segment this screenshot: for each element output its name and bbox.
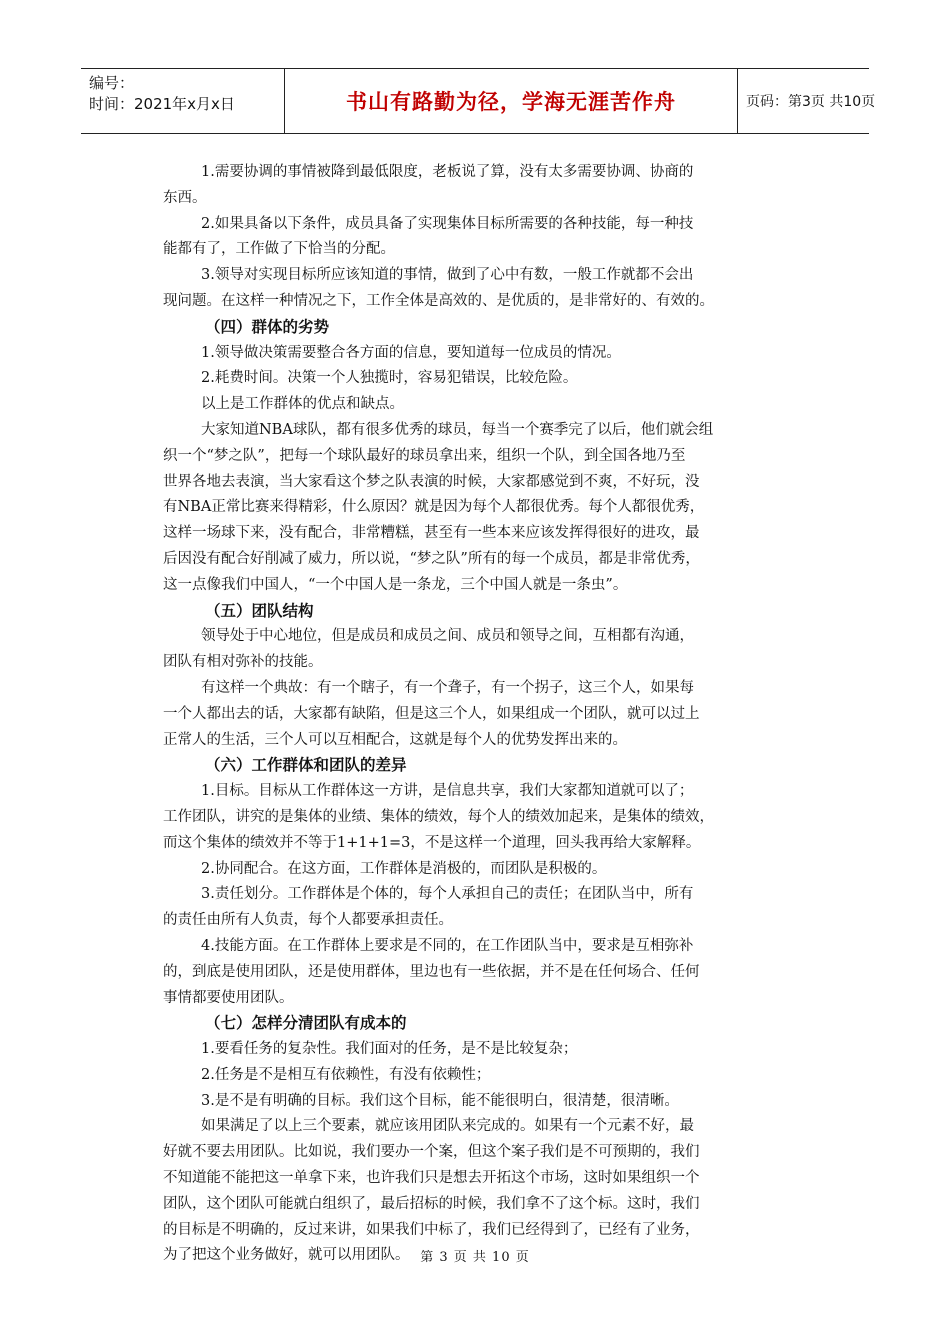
page-header bbox=[81, 68, 876, 134]
document-body bbox=[163, 160, 793, 1269]
body-text-line: 这样一场球下来，没有配合，非常糟糕，甚至有一些本来应该发挥得很好的进攻，最 bbox=[163, 525, 700, 542]
body-text-line: 不知道能不能把这一单拿下来，也许我们只是想去开拓这个市场，这时如果组织一个 bbox=[163, 1170, 700, 1187]
section-heading: （七）怎样分清团队有成本的 bbox=[205, 1014, 407, 1033]
body-text-line: 如果满足了以上三个要素，就应该用团队来完成的。如果有一个元素不好，最 bbox=[201, 1118, 694, 1135]
body-text-line: 为了把这个业务做好，就可以用团队。 bbox=[163, 1247, 410, 1264]
body-text-line: 团队有相对弥补的技能。 bbox=[163, 654, 323, 671]
body-text-line: 一个人都出去的话，大家都有缺陷，但是这三个人，如果组成一个团队，就可以过上 bbox=[163, 705, 700, 722]
body-text-line: 能都有了，工作做了下恰当的分配。 bbox=[163, 241, 395, 258]
body-text-line: 2.协同配合。在这方面，工作群体是消极的，而团队是积极的。 bbox=[201, 860, 607, 877]
body-text-line: 1.目标。目标从工作群体这一方讲，是信息共享，我们大家都知道就可以了； bbox=[201, 783, 694, 800]
body-text-line: 有这样一个典故：有一个瞎子，有一个聋子，有一个拐子，这三个人，如果每 bbox=[201, 679, 694, 696]
header-meta bbox=[81, 69, 284, 133]
body-text-line: 1.要看任务的复杂性。我们面对的任务，是不是比较复杂； bbox=[201, 1041, 578, 1058]
body-text-line: 1.领导做决策需要整合各方面的信息，要知道每一位成员的情况。 bbox=[201, 344, 621, 361]
body-text-line: 以上是工作群体的优点和缺点。 bbox=[201, 396, 404, 413]
body-text-line: 2.如果具备以下条件，成员具备了实现集体目标所需要的各种技能，每一种技 bbox=[201, 215, 694, 232]
body-text-line: 2.耗费时间。决策一个人独揽时，容易犯错误，比较危险。 bbox=[201, 370, 578, 387]
body-text-line: 世界各地去表演，当大家看这个梦之队表演的时候，大家都感觉到不爽，不好玩，没 bbox=[163, 473, 700, 490]
body-text-line: 的责任由所有人负责，每个人都要承担责任。 bbox=[163, 912, 453, 929]
header-page-info: 页码：第3页 共10页 bbox=[746, 94, 876, 110]
body-text-line: 后因没有配合好削减了威力，所以说，“梦之队”所有的每一个成员，都是非常优秀， bbox=[163, 550, 700, 567]
body-text-line: 3.责任划分。工作群体是个体的，每个人承担自己的责任；在团队当中，所有 bbox=[201, 886, 694, 903]
body-text-line: 这一点像我们中国人，“一个中国人是一条龙，三个中国人就是一条虫”。 bbox=[163, 576, 628, 593]
body-text-line: 4.技能方面。在工作群体上要求是不同的，在工作团队当中，要求是互相弥补 bbox=[201, 937, 694, 954]
body-text-line: 的，到底是使用团队，还是使用群体，里边也有一些依据，并不是在任何场合、任何 bbox=[163, 963, 700, 980]
body-text-line: 3.领导对实现目标所应该知道的事情，做到了心中有数，一般工作就都不会出 bbox=[201, 267, 694, 284]
body-text-line: 织一个“梦之队”，把每一个球队最好的球员拿出来，组织一个队，到全国各地乃至 bbox=[163, 447, 686, 464]
section-heading: （四）群体的劣势 bbox=[205, 317, 330, 336]
body-text-line: 的目标是不明确的，反过来讲，如果我们中标了，我们已经得到了，已经有了业务， bbox=[163, 1221, 700, 1238]
body-text-line: 3.是不是有明确的目标。我们这个目标，能不能很明白，很清楚，很清晰。 bbox=[201, 1092, 679, 1109]
body-text-line: 大家知道NBA球队，都有很多优秀的球员，每当一个赛季完了以后，他们就会组 bbox=[201, 421, 714, 438]
section-heading: （五）团队结构 bbox=[205, 601, 314, 620]
document-number-label: 编号： bbox=[89, 74, 135, 92]
document-date: 时间：2021年x月x日 bbox=[89, 95, 235, 113]
body-text-line: 工作团队，讲究的是集体的业绩、集体的绩效，每个人的绩效加起来，是集体的绩效， bbox=[163, 808, 714, 825]
body-text-line: 2.任务是不是相互有依赖性，有没有依赖性； bbox=[201, 1066, 491, 1083]
body-text-line: 团队，这个团队可能就白组织了，最后招标的时候，我们拿不了这个标。这时，我们 bbox=[163, 1195, 700, 1212]
body-text-line: 1.需要协调的事情被降到最低限度，老板说了算，没有太多需要协调、协商的 bbox=[201, 164, 694, 180]
section-heading: （六）工作群体和团队的差异 bbox=[205, 756, 407, 775]
body-text-line: 正常人的生活，三个人可以互相配合，这就是每个人的优势发挥出来的。 bbox=[163, 731, 627, 748]
body-text-line: 现问题。在这样一种情况之下，工作全体是高效的、是优质的，是非常好的、有效的。 bbox=[163, 292, 714, 309]
page-footer: 第 3 页 共 10 页 bbox=[420, 1250, 530, 1265]
body-text-line: 有NBA正常比赛来得精彩，什么原因？就是因为每个人都很优秀。每个人都很优秀， bbox=[163, 499, 705, 516]
header-motto: 书山有路勤为径，学海无涯苦作舟 bbox=[346, 90, 676, 114]
body-text-line: 事情都要使用团队。 bbox=[163, 989, 294, 1006]
body-text-line: 东西。 bbox=[163, 189, 207, 206]
body-text-line: 而这个集体的绩效并不等于1+1+1=3，不是这样一个道理，回头我再给大家解释。 bbox=[163, 834, 701, 851]
header-motto-cell bbox=[284, 69, 738, 133]
body-text-line: 好就不要去用团队。比如说，我们要办一个案，但这个案子我们是不可预期的，我们 bbox=[163, 1144, 700, 1161]
body-text-line: 领导处于中心地位，但是成员和成员之间、成员和领导之间，互相都有沟通， bbox=[201, 628, 694, 645]
